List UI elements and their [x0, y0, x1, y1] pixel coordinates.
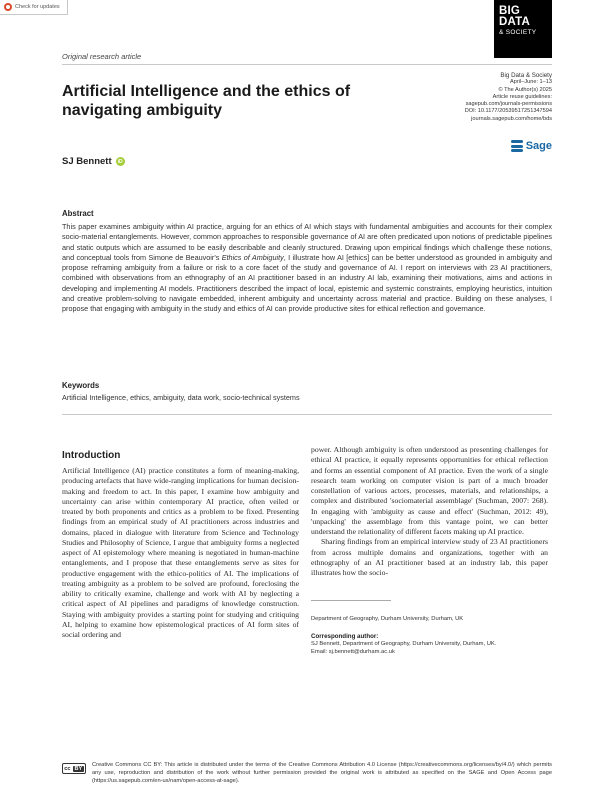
- corresponding-author-heading: Corresponding author:: [311, 633, 379, 640]
- article-metadata: [382, 72, 552, 123]
- intro-paragraph-1: Artificial Intelligence (AI) practice constitutes a form of meaning-making, producing artefacts that have wide-ranging implications for human decision-making and freedom to act. In this paper, I examine how ambiguity and uncertainty can arise within contemporary AI practice, often veiled or treated by both proponents and critics as a problem to be fixed. Presenting findings from an empirical study of AI practitioners across industries and domains, placed in dialogue with literature from Science and Technology Studies and Philosophy of Science, I argue that ambiguity forms a neglected aspect of AI epistemology where meaning is negotiated in human-machine entanglements, and I propose that these entanglements serve as sites for productive engagement with the ethico-politics of AI. The implications of treating ambiguity as a problem to be solved are profound, foreclosing the ability to critically examine, challenge and work with AI by neglecting a critical aspect of AI pipelines and paradigms of knowledge construction. Staying with ambiguity provides a starting point for studying and critiquing AI, helping to examine how epistemological practices of AI form sites of social ordering and: [62, 466, 299, 639]
- reuse-link[interactable]: sagepub.com/journals-permissions: [465, 101, 552, 108]
- sage-icon: [511, 140, 523, 152]
- license-block: [62, 762, 552, 786]
- issue: April–June: 1–13: [510, 79, 552, 86]
- footnote-rule: [311, 600, 391, 601]
- keywords-heading: Keywords: [62, 381, 100, 390]
- corresponding-author-details: [311, 641, 552, 656]
- doi[interactable]: DOI: 10.1177/20539517251347594: [464, 108, 552, 115]
- cc-label: cc: [64, 765, 71, 772]
- body-column-left: [62, 466, 299, 640]
- author-name: SJ Bennett: [62, 156, 112, 167]
- author: [62, 156, 125, 167]
- journal-logo-line2: DATA: [499, 16, 531, 28]
- license-text: Creative Commons CC BY: This article is distributed under the terms of the Creative Commons Attribution 4.0 License (https://creativecommons.org/licenses/by/4.0/) which permits any use, reproduction and distribution of the work without further permission provided the original work is attributed as specified on the SAGE and Open Access page (https://us.sagepub.com/en-us/nam/open-access-at-sage).: [92, 762, 552, 784]
- journal-logo-line1: BIG: [499, 5, 521, 17]
- corresponding-author-email[interactable]: Email: sj.bennett@durham.ac.uk: [311, 648, 395, 655]
- orcid-icon[interactable]: iD: [117, 158, 123, 165]
- abstract-book-title: Ethics of Ambiguity: [221, 252, 284, 262]
- keywords-text: Artificial Intelligence, ethics, ambiguity, data work, socio-technical systems: [62, 393, 300, 402]
- check-for-updates-badge[interactable]: [0, 0, 68, 15]
- body-column-right: [311, 445, 548, 578]
- abstract-text: [62, 222, 552, 315]
- cc-by-icon: [62, 763, 86, 774]
- publisher-logo: [511, 140, 552, 152]
- section-divider: [62, 414, 552, 415]
- abstract-part1: This paper examines ambiguity within AI practice, arguing for an ethics of AI which stays with fundamental ambiguities and accounts for their complex socio-material entanglements. However, common approaches to responsible governance of AI are often predicated upon notions of predictable pipelines and static outputs which are assumed to be easily describable and cleanly structured. Drawing upon empirical findings which challenge these notions, and conceptual tools from Simone de Beauvoir's: [62, 222, 552, 262]
- intro-paragraph-2: Sharing findings from an empirical interview study of 23 AI practitioners from across multiple domains and organizations, together with an ethnography of an AI practitioner based at an industry lab, this paper illustrates how the socio-: [311, 537, 548, 577]
- introduction-heading: Introduction: [62, 450, 121, 461]
- check-updates-label: Check for updates: [15, 4, 60, 10]
- article-title: Artificial Intelligence and the ethics of navigating ambiguity: [62, 83, 351, 119]
- article-type: Original research article: [62, 52, 142, 61]
- crossmark-icon: [4, 3, 12, 11]
- reuse-label: Article reuse guidelines:: [492, 93, 552, 100]
- journal-name: Big Data & Society: [500, 72, 552, 79]
- journal-logo-line3: & SOCIETY: [499, 29, 537, 36]
- journal-home-link[interactable]: journals.sagepub.com/home/bds: [471, 115, 552, 122]
- corresponding-author-line1: SJ Bennett, Department of Geography, Durham University, Durham, UK.: [311, 641, 497, 647]
- intro-paragraph-1-cont: power. Although ambiguity is often understood as presenting challenges for ethical AI practice, it equally represents opportunities for ethical reflection and forms an essential component of AI practice. Even the work of a single research team working on computer vision is part of a much broader constellation of various actors, processes, materials, and relationships, a complex and distributed 'sociomaterial assemblage' (Suchman, 2007: 268). In engaging with 'ambiguity as cause and effect' (Suchman, 2012: 49), 'unpacking' the assemblage from this vantage point, we can better understand the relationality of different facets making up AI practice.: [311, 445, 548, 536]
- journal-logo: [494, 0, 552, 58]
- publisher-name: Sage: [525, 140, 552, 152]
- abstract-part2: , I illustrate how AI [ethics] can be better understood as grounded in ambiguity and propose reframing ambiguity from a failure or risk to a core facet of the study and governance of AI. I report on interviews with 23 AI practitioners, combined with observations from an ethnography of an AI practitioner based in an industry AI lab, examining their motivations, aims and actions in developing and implementing AI models. Practitioners described the impact of local, epistemic and systemic constraints, employing heuristics, intuition and creative problem-solving to navigate embedded, inherent ambiguity and uncertainty across material and practice. Building on these analyses, I propose that engaging with ambiguity in the study and ethics of AI can provide productive sites for ethical reflection and governance.: [62, 252, 552, 314]
- affiliation: Department of Geography, Durham University, Durham, UK: [311, 616, 464, 622]
- by-label: BY: [74, 765, 83, 772]
- top-divider: [62, 64, 552, 65]
- abstract-heading: Abstract: [62, 209, 94, 218]
- copyright: © The Author(s) 2025: [498, 86, 552, 93]
